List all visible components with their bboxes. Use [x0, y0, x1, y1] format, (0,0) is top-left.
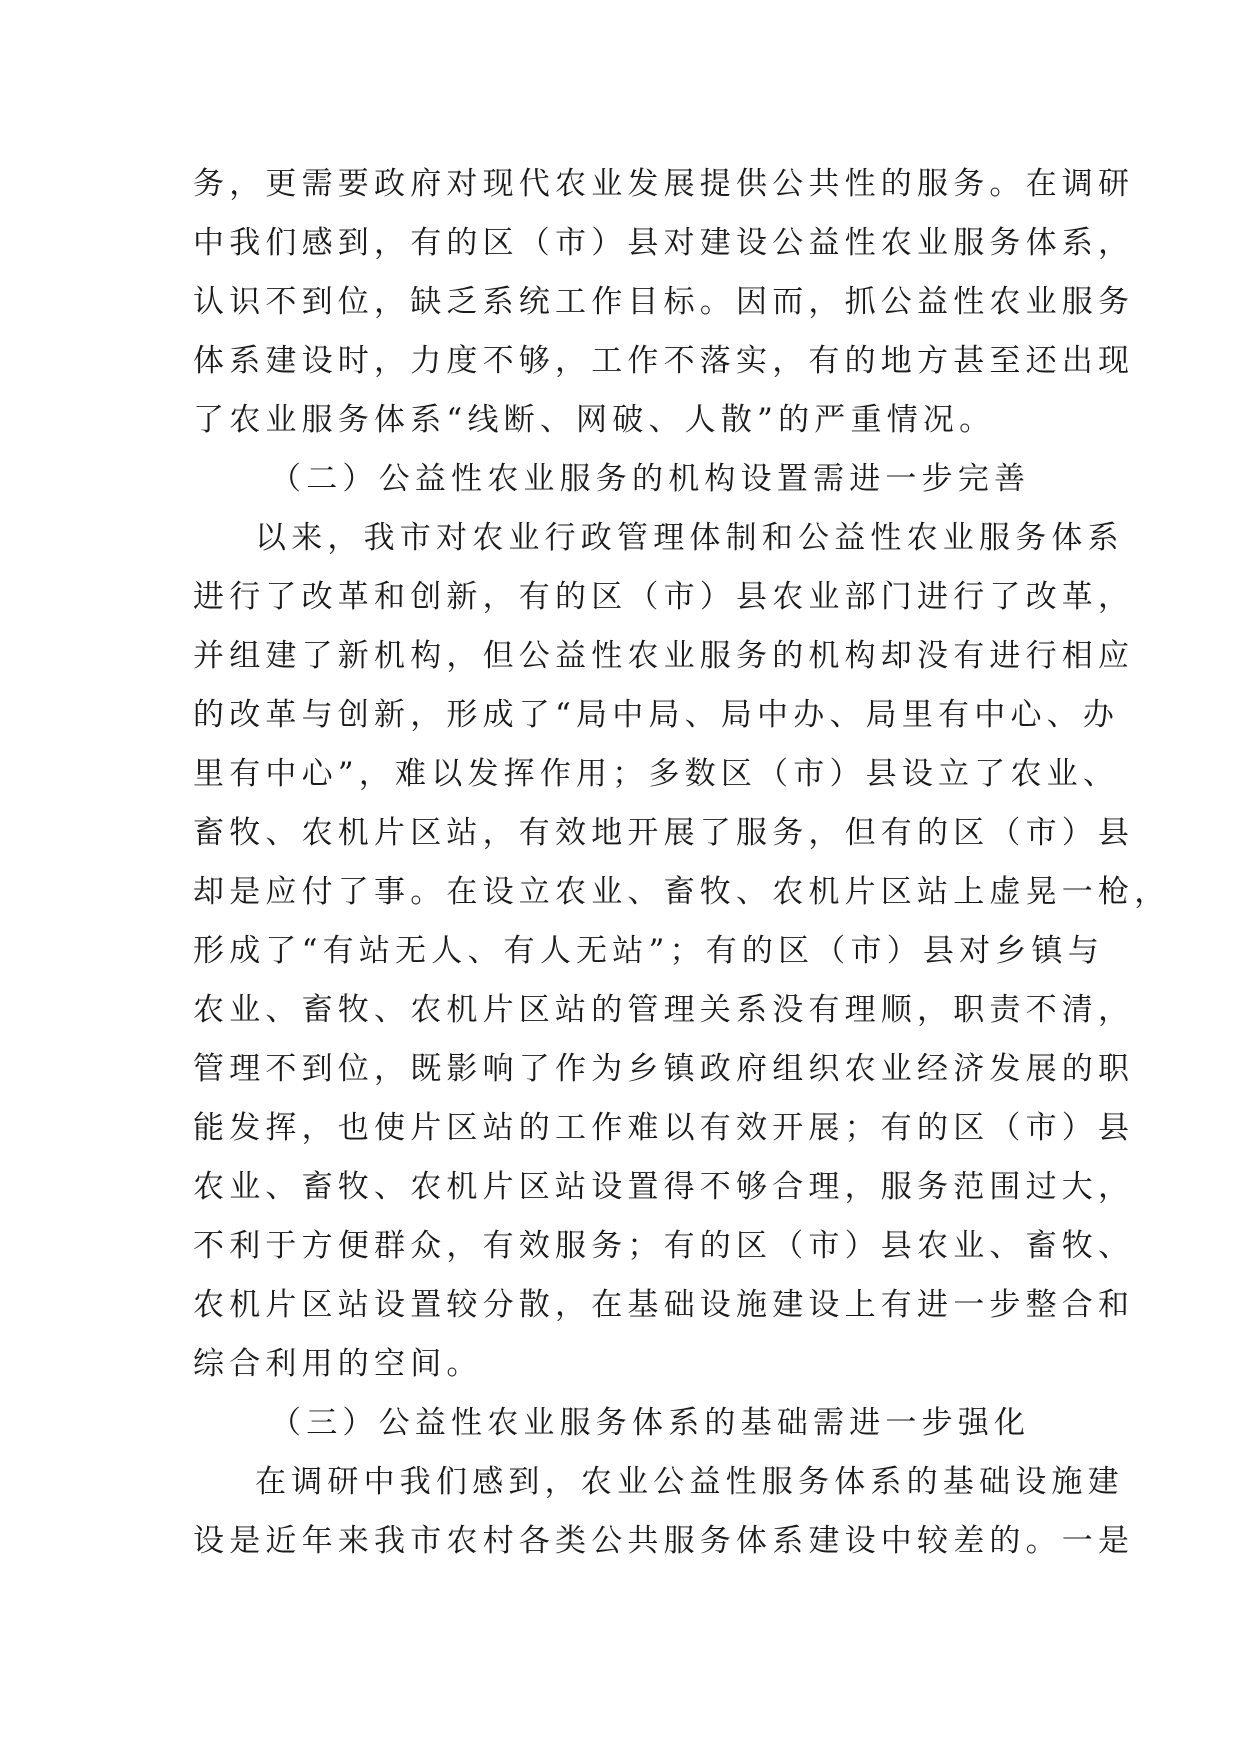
text-line: 不利于方便群众，有效服务；有的区（市）县农业、畜牧、 [193, 1228, 1135, 1264]
text-line: 农业、畜牧、农机片区站的管理关系没有理顺，职责不清， [193, 992, 1135, 1028]
text-line: 认识不到位，缺乏系统工作目标。因而，抓公益性农业服务 [193, 284, 1135, 320]
section-heading: （二）公益性农业服务的机构设置需进一步完善 [270, 461, 1031, 497]
text-line: 了农业服务体系“线断、网破、人散”的严重情况。 [193, 402, 996, 438]
text-line: 里有中心”，难以发挥作用；多数区（市）县设立了农业、 [193, 756, 1120, 792]
text-line: 却是应付了事。在设立农业、畜牧、农机片区站上虚晃一枪， [193, 874, 1171, 910]
text-line: 综合利用的空间。 [193, 1346, 483, 1382]
text-line: 并组建了新机构，但公益性农业服务的机构却没有进行相应 [193, 638, 1135, 674]
text-line: 管理不到位，既影响了作为乡镇政府组织农业经济发展的职 [193, 1051, 1135, 1087]
text-line: 中我们感到，有的区（市）县对建设公益性农业服务体系， [193, 225, 1135, 261]
text-line: 农业、畜牧、农机片区站设置得不够合理，服务范围过大， [193, 1169, 1135, 1205]
text-line: 以来，我市对农业行政管理体制和公益性农业服务体系 [255, 520, 1124, 556]
text-line: 畜牧、农机片区站，有效地开展了服务，但有的区（市）县 [193, 815, 1135, 851]
text-line: 农机片区站设置较分散，在基础设施建设上有进一步整合和 [193, 1287, 1135, 1323]
text-line: 体系建设时，力度不够，工作不落实，有的地方甚至还出现 [193, 343, 1135, 379]
text-line: 形成了“有站无人、有人无站”；有的区（市）县对乡镇与 [193, 933, 1104, 969]
text-line: 的改革与创新，形成了“局中局、局中办、局里有中心、办 [193, 697, 1120, 733]
text-line: 务，更需要政府对现代农业发展提供公共性的服务。在调研 [193, 166, 1135, 202]
section-heading: （三）公益性农业服务体系的基础需进一步强化 [270, 1405, 1031, 1441]
text-line: 在调研中我们感到，农业公益性服务体系的基础设施建 [255, 1464, 1124, 1500]
document-body-text [193, 155, 1171, 1571]
text-line: 进行了改革和创新，有的区（市）县农业部门进行了改革， [193, 579, 1135, 615]
text-line: 能发挥，也使片区站的工作难以有效开展；有的区（市）县 [193, 1110, 1135, 1146]
text-line: 设是近年来我市农村各类公共服务体系建设中较差的。一是 [193, 1523, 1135, 1559]
